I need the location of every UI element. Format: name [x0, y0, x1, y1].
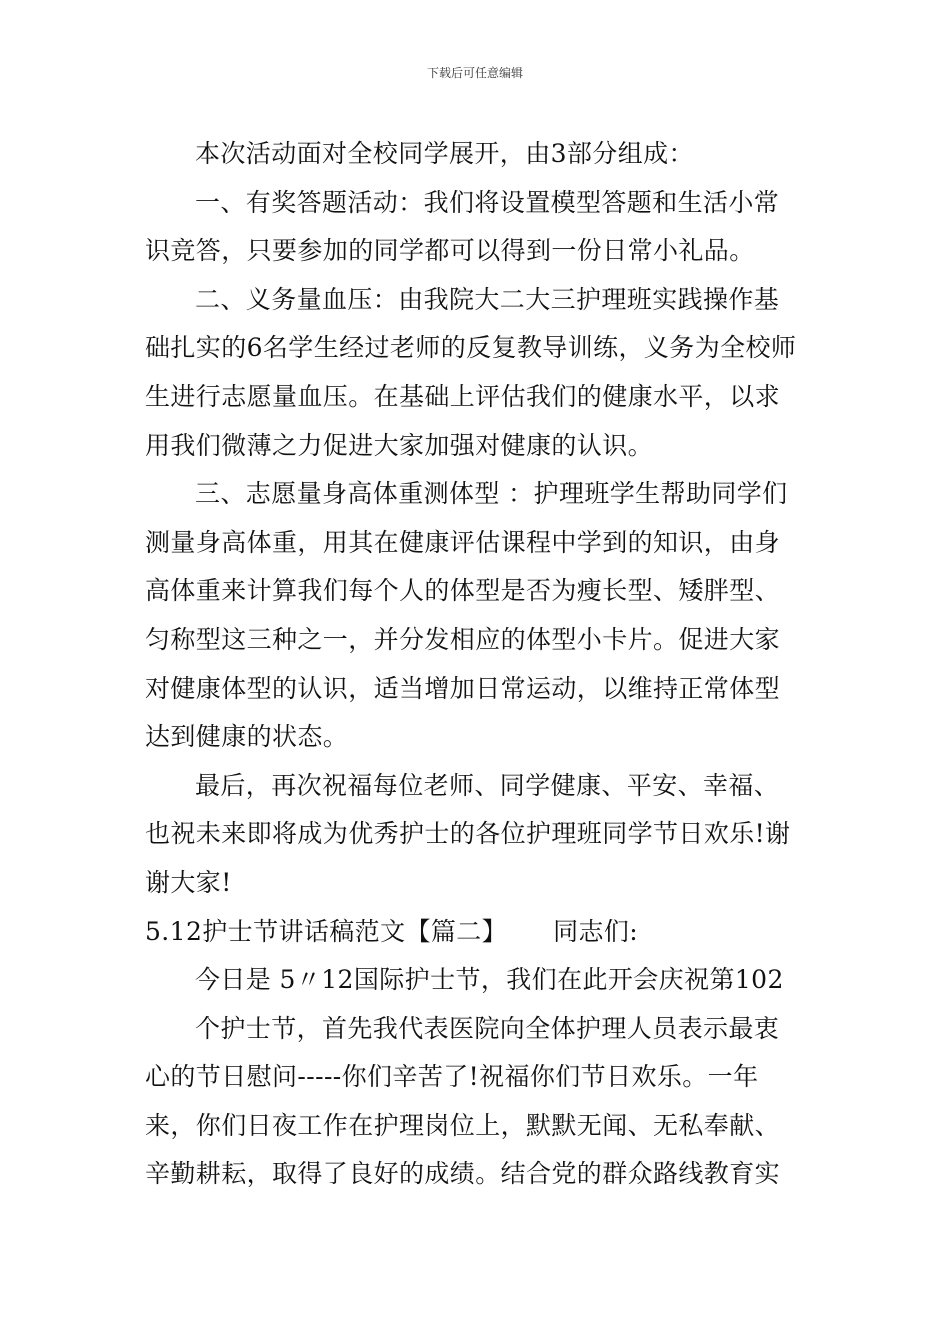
document-body: [145, 130, 807, 1199]
paragraph-line: 三、志愿量身高体重测体型 ：护理班学生帮助同学们: [195, 479, 788, 509]
paragraph-line: 匀称型这三种之一，并分发相应的体型小卡片。促进大家: [145, 624, 781, 654]
paragraph-line: 最后，再次祝福每位老师、同学健康、平安、幸福、: [195, 770, 780, 800]
section-title-line: [145, 908, 807, 957]
salutation: 同志们:: [553, 916, 639, 946]
paragraph-line: 来，你们日夜工作在护理岗位上，默默无闻、无私奉献、: [145, 1110, 781, 1140]
paragraph-line: 对健康体型的认识，适当增加日常运动，以维持正常体型: [145, 673, 781, 703]
paragraph-line: 一、有奖答题活动：我们将设置模型答题和生活小常: [195, 187, 780, 217]
paragraph-line: 高体重来计算我们每个人的体型是否为瘦长型、矮胖型、: [145, 576, 781, 606]
paragraph-line: 达到健康的状态。: [145, 722, 349, 752]
paragraph-line: 心的节日慰问-----你们辛苦了!祝福你们节日欢乐。一年: [145, 1062, 759, 1092]
paragraph-line: 也祝未来即将成为优秀护士的各位护理班同学节日欢乐!谢: [145, 819, 791, 849]
paragraph-line: 本次活动面对全校同学展开，由3部分组成：: [195, 139, 694, 168]
paragraph-line: 用我们微薄之力促进大家加强对健康的认识。: [145, 430, 654, 460]
section-title: 5.12护士节讲话稿范文【篇二】: [145, 916, 508, 946]
paragraph-line: 测量身高体重，用其在健康评估课程中学到的知识，由身: [145, 527, 781, 557]
paragraph-line: 础扎实的6名学生经过老师的反复教导训练，义务为全校师: [145, 333, 797, 363]
paragraph-line: 二、义务量血压：由我院大二大三护理班实践操作基: [195, 284, 780, 314]
paragraph-line: 生进行志愿量血压。在基础上评估我们的健康水平，以求: [145, 381, 781, 411]
paragraph-line: 辛勤耕耘，取得了良好的成绩。结合党的群众路线教育实: [145, 1159, 781, 1189]
paragraph-line: 谢大家!: [145, 867, 232, 897]
paragraph-line: 今日是 5〃12国际护士节，我们在此开会庆祝第102: [195, 965, 784, 995]
page-header: 下载后可任意编辑: [426, 66, 523, 80]
paragraph-line: 识竞答，只要参加的同学都可以得到一份日常小礼品。: [145, 236, 755, 266]
paragraph-line: 个护士节，首先我代表医院向全体护理人员表示最衷: [195, 1013, 780, 1043]
